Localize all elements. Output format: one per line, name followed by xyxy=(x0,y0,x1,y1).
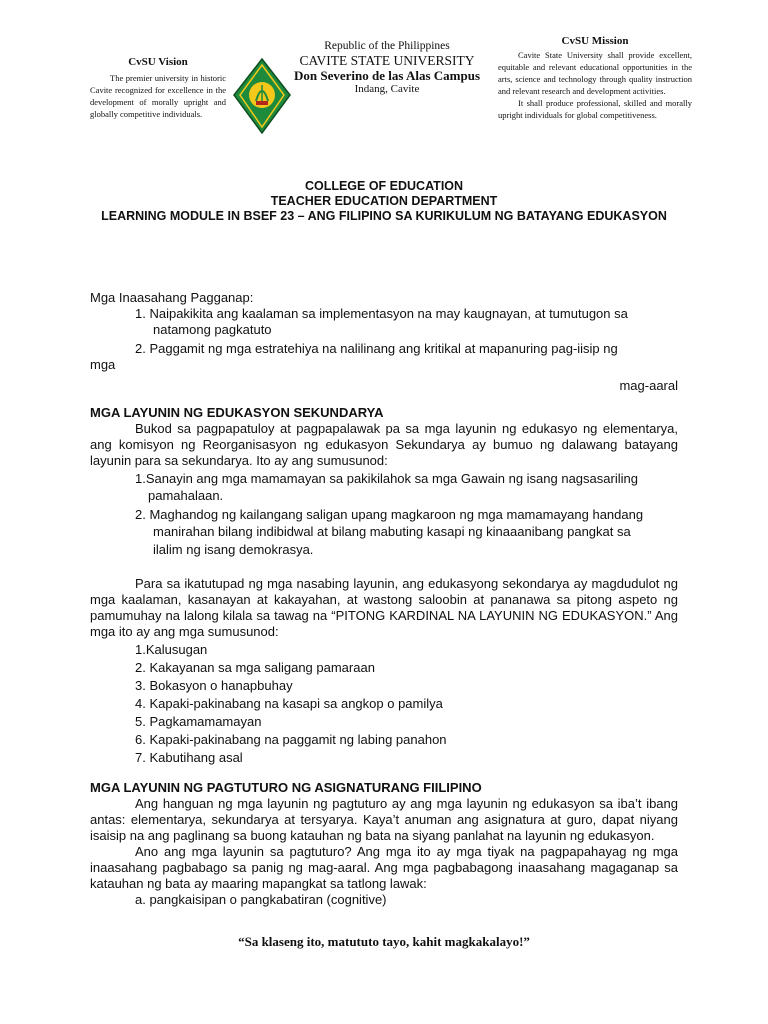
list-item: 5. Pagkamamamayan xyxy=(135,714,262,729)
campus-name: Don Severino de las Alas Campus xyxy=(294,68,480,83)
secondary-paragraph-2: Para sa ikatutupad ng mga nasabing layunin, ang edukasyong sekondarya ay magdudulot ng mga kaalaman, kasanayan at kakayahan, at wastong saloobin at pananawa sa pitong aspeto ng pamumuhay na lalong kilala sa tawag na “PITONG KARDINAL NA LAYUNIN NG EDUKASYON.” Ang mga ito ay ang mga sumusunod: xyxy=(90,576,678,639)
list-item: 3. Bokasyon o hanapbuhay xyxy=(135,678,293,693)
filipino-heading: MGA LAYUNIN NG PAGTUTURO NG ASIGNATURANG FIILIPINO xyxy=(90,780,482,795)
university-header xyxy=(286,39,488,96)
university-name: CAVITE STATE UNIVERSITY xyxy=(299,53,475,68)
list-item: 6. Kapaki-pakinabang na paggamit ng labing panahon xyxy=(135,732,447,747)
list-item: 1.Kalusugan xyxy=(135,642,208,657)
cardinal-list xyxy=(90,642,678,766)
expectations-label: Mga Inaasahang Pagganap: xyxy=(90,290,254,305)
college-title: COLLEGE OF EDUCATION xyxy=(304,179,464,193)
expectation-item-1-cont: natamong pagkatuto xyxy=(153,322,272,337)
goal-item-2: 2. Maghandog ng kailangang saligan upang magkaroon ng mga mamamayang handang xyxy=(135,507,644,522)
department-title: TEACHER EDUCATION DEPARTMENT xyxy=(270,194,498,208)
filipino-item-a: a. pangkaisipan o pangkabatiran (cognitive) xyxy=(135,892,387,907)
expectation-item-2-cont: mga xyxy=(90,357,116,372)
module-title: LEARNING MODULE IN BSEF 23 – ANG FILIPINO SA KURIKULUM NG BATAYANG EDUKASYON xyxy=(101,209,667,223)
filipino-paragraph-2: Ano ang mga layunin sa pagtuturo? Ang mga ito ay mga tiyak na pagpapahayag ng mga inaasahang pagbabago sa panig ng mag-aaral. Ang mga pagbabagong inaasahang magaganap sa katauhan ng bata ay maaring mapangkat sa tatlong lawak: xyxy=(90,844,678,891)
cvsu-logo xyxy=(232,57,292,135)
goal-item-2-end: ilalim ng isang demokrasya. xyxy=(153,542,314,557)
goal-item-2-cont: manirahan bilang indibidwal at bilang mabuting kasapi ng kinaaanibang pangkat sa xyxy=(153,524,631,539)
filipino-paragraph-1: Ang hanguan ng mga layunin ng pagtuturo ay ang mga layunin ng edukasyon sa iba’t ibang antas: elementarya, sekundarya at tersyarya. Kaya’t anuman ang asignatura at guro, dapat niyang isaisip na ang paglinang sa buong katauhan ng bata na siyang panlahat na layunin ng edukasyon. xyxy=(90,796,678,843)
list-item: 2. Kakayanan sa mga saligang pamaraan xyxy=(135,660,375,675)
mission-title: CvSU Mission xyxy=(561,35,629,47)
list-item: 7. Kabutihang asal xyxy=(135,750,243,765)
mission-paragraph-1: Cavite State University shall provide excellent, equitable and relevant educational opportunities in the arts, science and technology through quality instruction and relevant research and development activities. xyxy=(498,50,692,96)
cvsu-vision xyxy=(90,56,226,120)
cvsu-mission xyxy=(498,35,692,121)
footer-quote: “Sa klaseng ito, matututo tayo, kahit magkakalayo!” xyxy=(238,934,530,949)
expectation-item-1: 1. Naipakikita ang kaalaman sa implementasyon na may kaugnayan, at tumutugon sa xyxy=(135,306,628,321)
expectation-item-2: 2. Paggamit ng mga estratehiya na nalilinang ang kritikal at mapanuring pag-iisip ng xyxy=(135,341,618,356)
list-item: 4. Kapaki-pakinabang na kasapi sa angkop o pamilya xyxy=(135,696,443,711)
expectations-section xyxy=(90,290,678,394)
filipino-section xyxy=(90,780,678,908)
goal-item-1: 1.Sanayin ang mga mamamayan sa pakikilahok sa mga Gawain ng isang nagsasariling xyxy=(135,471,638,486)
module-titles xyxy=(90,179,678,224)
vision-text: The premier university in historic Cavite recognized for excellence in the development of morally upright and globally competitive individuals. xyxy=(90,73,226,119)
secondary-paragraph-1: Bukod sa pagpapatuloy at pagpapalawak pa sa mga layunin ng edukasyo ng elementarya, ang komisyon ng Reorganisasyon ng edukasyon Sekundarya ay bumuo ng dalawang batayang layunin para sa sekundarya. Ito ay ang sumusunod: xyxy=(90,421,678,468)
expectation-item-2-end: mag-aaral xyxy=(619,378,678,393)
vision-title: CvSU Vision xyxy=(128,56,188,68)
secondary-heading: MGA LAYUNIN NG EDUKASYON SEKUNDARYA xyxy=(90,405,384,420)
goal-item-1-cont: pamahalaan. xyxy=(148,488,224,503)
secondary-section xyxy=(90,405,678,768)
town-line: Indang, Cavite xyxy=(354,83,420,95)
mission-paragraph-2: It shall produce professional, skilled and morally upright individuals for global competitiveness. xyxy=(498,98,692,120)
republic-line: Republic of the Philippines xyxy=(324,40,450,52)
